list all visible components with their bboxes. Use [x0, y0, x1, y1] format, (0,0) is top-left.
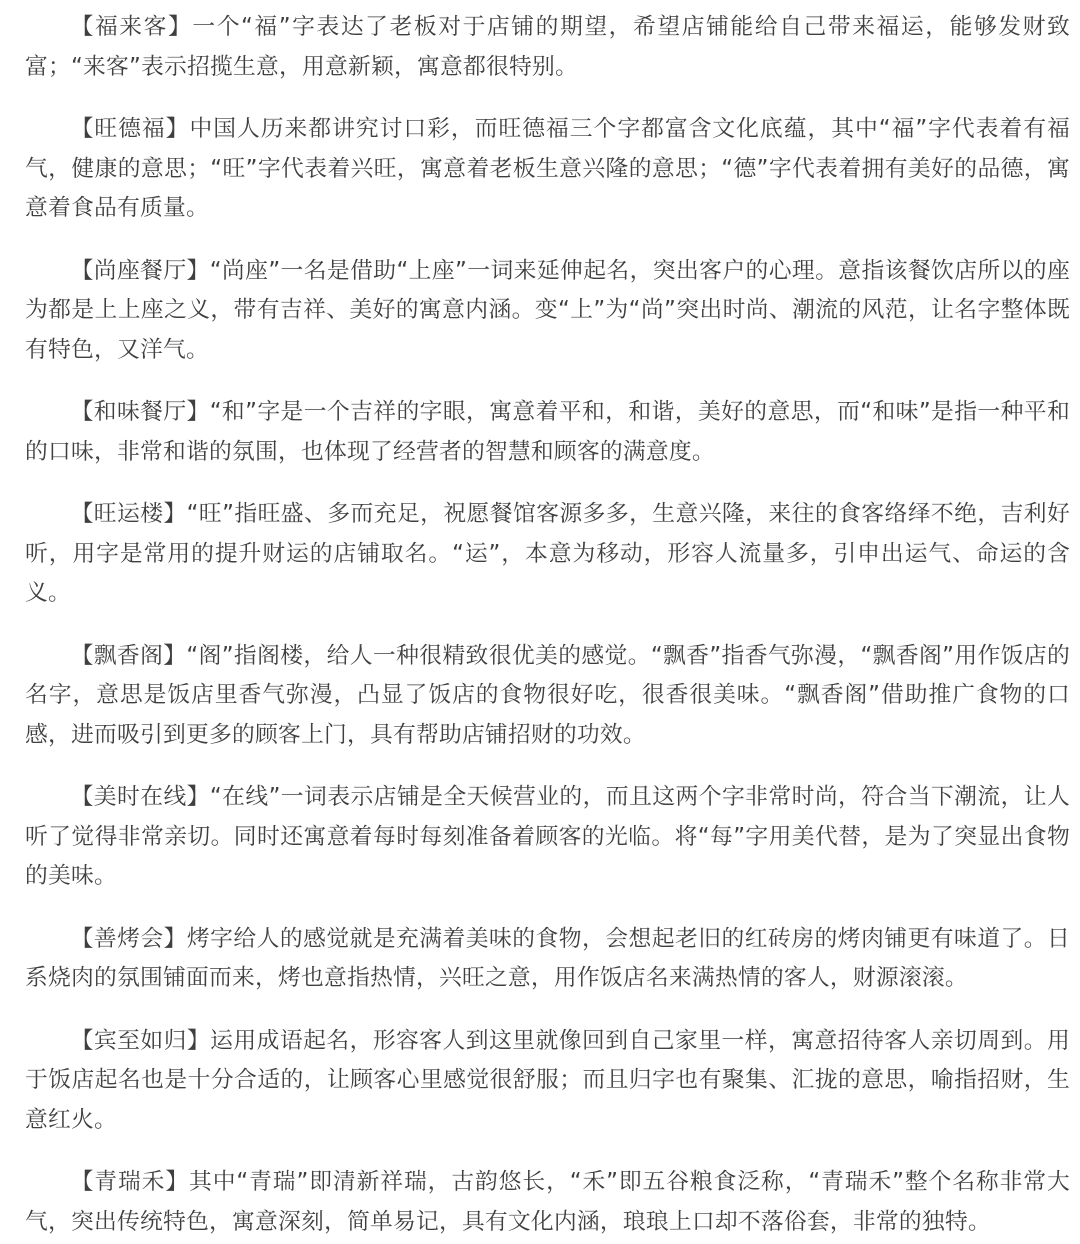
paragraph-shankaohui: 【善烤会】烤字给人的感觉就是充满着美味的食物，会想起老旧的红砖房的烤肉铺更有味道了。日系烧肉的氛围铺面而来，烤也意指热情，兴旺之意，用作饭店名来满热情的客人，财源滚滚。 — [25, 925, 1070, 991]
paragraph-fulaike: 【福来客】一个“福”字表达了老板对于店铺的期望，希望店铺能给自己带来福运，能够发财致富；“来客”表示招揽生意，用意新颖，寓意都很特别。 — [25, 14, 1070, 80]
paragraph-wangdefu: 【旺德福】中国人历来都讲究讨口彩，而旺德福三个字都富含文化底蕴，其中“福”字代表着有福气，健康的意思；“旺”字代表着兴旺，寓意着老板生意兴隆的意思；“德”字代表着拥有美好的品德，寓意着食品有质量。 — [25, 116, 1070, 221]
paragraph-qingruihe: 【青瑞禾】其中“青瑞”即清新祥瑞，古韵悠长，“禾”即五谷粮食泛称，“青瑞禾”整个名称非常大气，突出传统特色，寓意深刻，简单易记，具有文化内涵，琅琅上口却不落俗套，非常的独特。 — [25, 1169, 1070, 1235]
paragraph-shangzuo: 【尚座餐厅】“尚座”一名是借助“上座”一词来延伸起名，突出客户的心理。意指该餐饮店所以的座为都是上上座之义，带有吉祥、美好的寓意内涵。变“上”为“尚”突出时尚、潮流的风范，让名字整体既有特色，又洋气。 — [25, 257, 1070, 363]
article-body — [25, 0, 1070, 1244]
paragraph-piaoxiangge: 【飘香阁】“阁”指阁楼，给人一种很精致很优美的感觉。“飘香”指香气弥漫，“飘香阁”用作饭店的名字，意思是饭店里香气弥漫，凸显了饭店的食物很好吃，很香很美味。“飘香阁”借助推广食物的口感，进而吸引到更多的顾客上门，具有帮助店铺招财的功效。 — [25, 642, 1070, 748]
paragraph-meishizaixian: 【美时在线】“在线”一词表示店铺是全天候营业的，而且这两个字非常时尚，符合当下潮流，让人听了觉得非常亲切。同时还寓意着每时每刻准备着顾客的光临。将“每”字用美代替，是为了突显出食物的美味。 — [25, 784, 1070, 889]
paragraph-binzhirugui: 【宾至如归】运用成语起名，形容客人到这里就像回到自己家里一样，寓意招待客人亲切周到。用于饭店起名也是十分合适的，让顾客心里感觉很舒服；而且归字也有聚集、汇拢的意思，喻指招财，生意红火。 — [25, 1027, 1070, 1133]
paragraph-hewei: 【和味餐厅】“和”字是一个吉祥的字眼，寓意着平和，和谐，美好的意思，而“和味”是指一种平和的口味，非常和谐的氛围，也体现了经营者的智慧和顾客的满意度。 — [25, 399, 1070, 465]
paragraph-wangyunlou: 【旺运楼】“旺”指旺盛、多而充足，祝愿餐馆客源多多，生意兴隆，来往的食客络绎不绝，吉利好听，用字是常用的提升财运的店铺取名。“运”，本意为移动，形容人流量多，引申出运气、命运的含义。 — [25, 501, 1070, 606]
